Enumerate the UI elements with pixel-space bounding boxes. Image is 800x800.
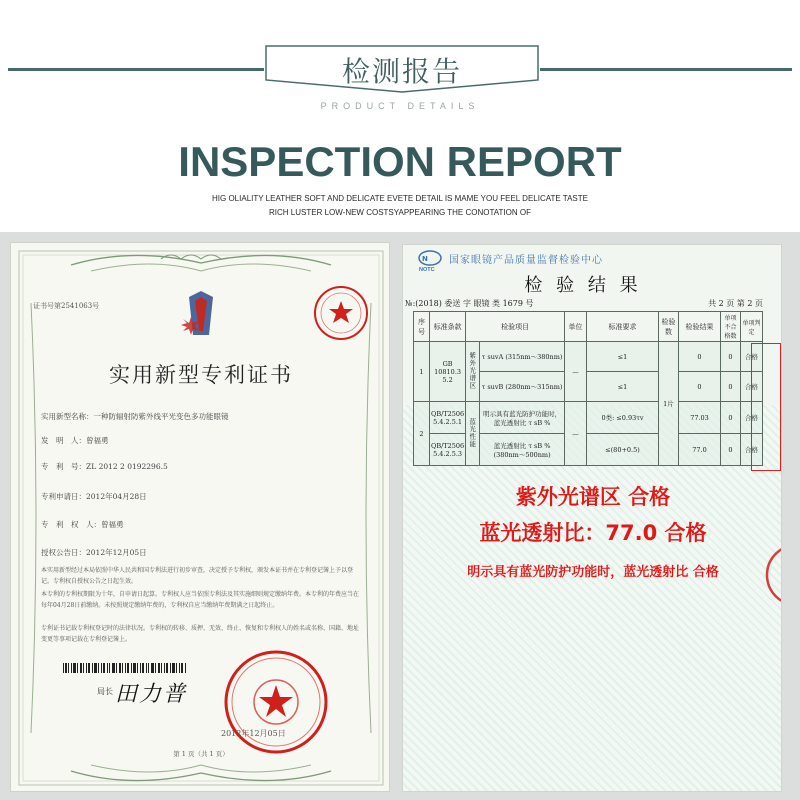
cell-req: ≤1: [587, 372, 659, 402]
col-header: 检验项目: [466, 312, 565, 342]
patent-seal-icon: [311, 283, 371, 343]
field-value: 2012年04月28日: [86, 492, 147, 501]
field-inventor: [41, 435, 109, 446]
main-title: INSPECTION REPORT: [178, 138, 622, 185]
cell-fail: 0: [721, 342, 741, 372]
field-value: ZL 2012 2 0192296.5: [86, 462, 168, 471]
certificate-paragraph-2: 本专利的专利权期限为十年，自申请日起算。专利权人应当依照专利法及其实施细则规定缴纳年费。本专利的年费应当在每年04月28日前缴纳。未按照规定缴纳年费的，专利权自应当缴纳年费期满之日起终止。: [41, 591, 360, 609]
cell-fail: 0: [721, 402, 741, 434]
certificate-number: 证书号第2541063号: [33, 302, 100, 310]
official-seal-icon: [221, 647, 331, 757]
col-header: 单位: [565, 312, 587, 342]
col-header: 单项判定: [741, 312, 763, 342]
field-label: 发 明 人：: [41, 436, 86, 445]
col-header: 单项不合格数: [721, 312, 741, 342]
col-header: 检验数: [659, 312, 679, 342]
certificate-page-number: 第 1 页（共 1 页）: [173, 750, 229, 758]
cell-req: ≤(80+0.5): [587, 434, 659, 466]
cell-judge: 合格: [741, 402, 763, 434]
tagline-1: HIG OLIALITY LEATHER SOFT AND DELICATE EVETE DETAIL IS MAME YOU FEEL DELICATE TASTE: [212, 194, 588, 203]
cell-req: ≤1: [587, 342, 659, 372]
cell-req: 0类: ≤0.93τv: [587, 402, 659, 434]
header-rule-left: [8, 68, 264, 71]
results-table: [413, 311, 763, 466]
header-subtitle: PRODUCT DETAILS: [320, 101, 480, 111]
field-patent-number: [41, 461, 168, 472]
field-filing-date: [41, 491, 147, 502]
inspection-center-name: 国家眼镜产品质量监督检验中心: [449, 255, 603, 266]
tagline-2: RICH LUSTER LOW-NEW COSTSYAPPEARING THE CONOTATION OF: [269, 208, 531, 217]
barcode: [63, 663, 187, 673]
field-label: 专 利 号：: [41, 462, 86, 471]
report-number: №:(2018) 委送 字 眼镜 类 1679 号: [405, 299, 534, 308]
cell-group: [466, 342, 480, 402]
certificate-bottom-date: 2012年12月05日: [221, 729, 286, 738]
field-label: 专利申请日：: [41, 492, 86, 501]
cell-unit: —: [565, 342, 587, 402]
cell-item: τ suvB (280nm～315nm): [480, 372, 565, 402]
cell-count: 1片: [659, 342, 679, 466]
col-header: 标准条款: [430, 312, 466, 342]
cell-group: [466, 402, 480, 466]
cell-item: 明示具有蓝光防护功能时，蓝光透射比 τ sB %: [480, 402, 565, 434]
cell-result: 77.03: [679, 402, 721, 434]
cell-item: τ suvA (315nm～380nm): [480, 342, 565, 372]
highlight-bluelight-protection: 明示具有蓝光防护功能时，蓝光透射比 合格: [467, 565, 719, 580]
field-value: 2012年12月05日: [86, 548, 147, 557]
cell-seq: 1: [414, 342, 430, 402]
cell-result: 77.0: [679, 434, 721, 466]
field-value: 曾福勇: [101, 520, 124, 529]
report-header: [417, 249, 777, 273]
table-header-row: [414, 312, 763, 342]
highlight-bluelight-result: 蓝光透射比：77.0 合格: [479, 521, 707, 545]
field-value: 一种防辐射防紫外线平光变色多功能眼镜: [93, 412, 229, 421]
table-row: [414, 342, 763, 372]
field-patentee: [41, 519, 124, 530]
highlight-uv-result: 紫外光谱区 合格: [515, 485, 671, 509]
header-title-cn: 检测报告: [341, 55, 462, 88]
inspection-report-sheet: [402, 244, 782, 792]
cell-std: QB/T2506 5.4.2.5.1: [430, 402, 466, 434]
certificate-paragraph-3: 专利证书记载专利权登记时的法律状况。专利权的转移、质押、无效、终止、恢复和专利权人的姓名或名称、国籍、地址变更等事项记载在专利登记簿上。: [41, 625, 360, 643]
field-label: 专 利 权 人：: [41, 520, 101, 529]
certificate-title: 实用新型专利证书: [109, 363, 293, 387]
cell-seq: 2: [414, 402, 430, 466]
table-row: [414, 402, 763, 434]
field-utility-name: [41, 411, 229, 422]
header-title-box: [264, 44, 540, 94]
cell-fail: 0: [721, 434, 741, 466]
judgement-highlight-box: [751, 343, 781, 471]
field-label: 授权公告日：: [41, 548, 86, 557]
cell-std: GB 10810.3 5.2: [430, 342, 466, 402]
cell-result: 0: [679, 342, 721, 372]
notc-label: NOTC: [419, 267, 435, 273]
certificate-paragraph-1: 本实用新型经过本局依照中华人民共和国专利法进行初步审查，决定授予专利权，颁发本证书并在专利登记簿上予以登记。专利权自授权公告之日起生效。: [41, 567, 354, 585]
director-label: 局长: [97, 687, 113, 696]
cell-item: 蓝光透射比 τ sB % (380nm～500nm): [480, 434, 565, 466]
cell-judge: 合格: [741, 434, 763, 466]
col-header: 序号: [414, 312, 430, 342]
cell-judge: 合格: [741, 342, 763, 372]
cell-judge: 合格: [741, 372, 763, 402]
col-header: 检验结果: [679, 312, 721, 342]
report-title: 检 验 结 果: [524, 275, 642, 296]
patent-certificate: [10, 242, 390, 792]
cell-result: 0: [679, 372, 721, 402]
field-value: 曾福勇: [86, 436, 109, 445]
group-label: 蓝光性能: [468, 417, 477, 448]
svg-text:N: N: [422, 255, 428, 263]
cell-fail: 0: [721, 372, 741, 402]
group-label: 紫外光谱区: [468, 351, 477, 390]
field-grant-date: [41, 547, 147, 558]
field-label: 实用新型名称：: [41, 412, 94, 421]
report-page-info: 共 2 页 第 2 页: [708, 299, 763, 308]
cell-std: QB/T2506 5.4.2.5.3: [430, 434, 466, 466]
header-rule-right: [540, 68, 792, 71]
col-header: 标准要求: [587, 312, 659, 342]
cell-unit: —: [565, 402, 587, 466]
director-signature: 田力普: [115, 682, 188, 707]
